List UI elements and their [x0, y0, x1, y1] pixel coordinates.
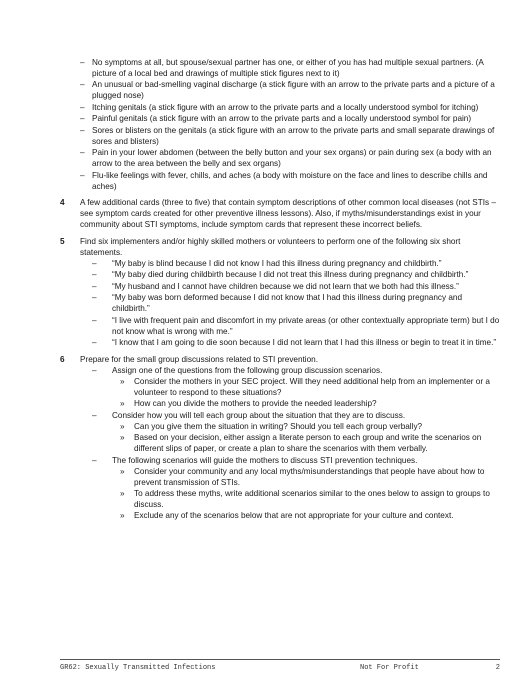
list-item-text: “My husband and I cannot have children because we did not learn that we both had this illness.” — [112, 281, 459, 291]
raquo-marker: » — [120, 399, 125, 409]
list-item-text: Assign one of the questions from the following group discussion scenarios. — [112, 366, 383, 376]
raquo-marker: » — [120, 421, 125, 431]
list-item — [60, 103, 500, 114]
list-item — [80, 433, 500, 455]
list-item — [80, 422, 500, 433]
list-item-text: Based on your decision, either assign a literate person to each group and write the scenarios on different slips of paper, or create a plan to share the scenarios with them verbally. — [134, 433, 482, 454]
dash-marker: – — [80, 102, 85, 112]
list-item-text: Itching genitals (a stick figure with an arrow to the private parts and a locally understood symbol for itching) — [92, 102, 479, 112]
list-item — [80, 411, 500, 455]
list-item-text: The following scenarios will guide the mothers to discuss STI prevention techniques. — [112, 455, 418, 465]
list-item — [80, 366, 500, 410]
statement-list — [80, 259, 500, 349]
list-item-text: Can you give them the situation in writing? Should you tell each group verbally? — [134, 421, 423, 431]
list-item-text: Consider how you will tell each group about the situation that they are to discuss. — [112, 410, 406, 420]
list-item — [60, 80, 500, 102]
list-item — [80, 270, 500, 281]
dash-marker: – — [92, 270, 97, 280]
list-item-text: How can you divide the mothers to provide the needed leadership? — [134, 399, 377, 409]
list-item-text: To address these myths, write additional scenarios similar to the ones below to assign to groups to discuss. — [134, 489, 490, 509]
list-item-text: “I know that I am going to die soon because I did not learn that I had this illness or begin to treat it in time.” — [112, 338, 497, 348]
list-item — [80, 456, 500, 523]
list-item-text: No symptoms at all, but spouse/sexual partner has one, or either of you has had multiple sexual partners. (A picture of a local bed and drawings of multiple stick figures next to it) — [92, 58, 484, 78]
list-item — [60, 148, 500, 170]
list-item-text: “I live with frequent pain and discomfort in my private areas (or other contextually appropriate term) but I do not know what is wrong with me.” — [112, 315, 500, 336]
step-6 — [60, 355, 500, 522]
sub-question-list — [80, 467, 500, 523]
sub-question-list — [80, 377, 500, 410]
page-number: 2 — [495, 664, 500, 672]
dash-marker: – — [92, 258, 97, 268]
step-text: Prepare for the small group discussions related to STI prevention. — [80, 355, 319, 365]
list-item — [60, 58, 500, 80]
list-item-text: Exclude any of the scenarios below that are not appropriate for your culture and context. — [134, 511, 454, 521]
list-item — [80, 399, 500, 410]
list-item — [60, 126, 500, 148]
dash-marker: – — [80, 58, 85, 67]
dash-marker: – — [92, 338, 97, 348]
dash-marker: – — [92, 281, 97, 291]
list-item — [80, 316, 500, 338]
step-4 — [60, 198, 500, 231]
dash-marker: – — [80, 80, 85, 90]
dash-marker: – — [92, 455, 97, 465]
list-item — [80, 377, 500, 399]
dash-marker: – — [92, 293, 97, 303]
step-text: A few additional cards (three to five) that contain symptom descriptions of other common local diseases (not STIs – see symptom cards created for other preventive illness lessons). Also, if myths/misunderstandings exist in your community about STI symptoms, include symptom cards that represent these incorrect beliefs. — [80, 198, 496, 230]
list-item-text: An unusual or bad-smelling vaginal discharge (a stick figure with an arrow to the private parts and a picture of a plugged nose) — [92, 80, 495, 101]
raquo-marker: » — [120, 433, 125, 443]
list-item-text: “My baby died during childbirth because I did not treat this illness during pregnancy and childbirth.” — [112, 270, 469, 280]
list-item-text: Painful genitals (a stick figure with an arrow to the private parts and a locally understood symbol for pain) — [92, 114, 472, 124]
dash-marker: – — [80, 114, 85, 124]
list-item-text: Consider the mothers in your SEC project. Will they need additional help from an implementer or a volunteer to respond to these situations? — [134, 377, 490, 397]
document-body — [60, 58, 500, 523]
raquo-marker: » — [120, 511, 125, 521]
list-item — [80, 467, 500, 489]
dash-marker: – — [92, 366, 97, 376]
raquo-marker: » — [120, 489, 125, 499]
list-item — [80, 489, 500, 511]
list-item — [80, 511, 500, 522]
step-5 — [60, 237, 500, 349]
raquo-marker: » — [120, 466, 125, 476]
list-item — [80, 293, 500, 315]
list-item-text: Flu-like feelings with fever, chills, and aches (a body with moisture on the face and lines to describe chills and aches) — [92, 170, 488, 191]
list-item — [80, 338, 500, 349]
list-item-text: “My baby is blind because I did not know I had this illness during pregnancy and childbirth.” — [112, 258, 442, 268]
dash-marker: – — [92, 315, 97, 325]
list-item — [60, 114, 500, 125]
dash-marker: – — [80, 170, 85, 180]
dash-marker: – — [80, 148, 85, 158]
list-item — [80, 282, 500, 293]
step-number: 4 — [60, 198, 65, 208]
list-item-text: “My baby was born deformed because I did not know that I had this illness during pregnancy and childbirth.” — [112, 293, 462, 314]
step-number: 5 — [60, 237, 65, 247]
footer-document-title: GR62: Sexually Transmitted Infections — [60, 664, 216, 672]
list-item — [60, 171, 500, 193]
list-item-text: Consider your community and any local myths/misunderstandings that people have about how to prevent transmission of STIs. — [134, 466, 485, 487]
symptom-card-list — [60, 58, 500, 192]
list-item-text: Pain in your lower abdomen (between the belly button and your sex organs) or pain during sex (a body with an arrow to the area between the belly and sex organs) — [92, 148, 492, 169]
step-text: Find six implementers and/or highly skilled mothers or volunteers to perform one of the following six short statements. — [80, 237, 461, 258]
preparation-list — [80, 366, 500, 522]
dash-marker: – — [80, 125, 85, 135]
list-item-text: Sores or blisters on the genitals (a stick figure with an arrow to the private parts and small separate drawings of sores and blisters) — [92, 125, 495, 146]
list-item — [80, 259, 500, 270]
page-footer — [60, 659, 500, 672]
dash-marker: – — [92, 410, 97, 420]
sub-question-list — [80, 422, 500, 455]
step-number: 6 — [60, 355, 65, 365]
footer-notice: Not For Profit — [360, 664, 419, 672]
raquo-marker: » — [120, 377, 125, 386]
